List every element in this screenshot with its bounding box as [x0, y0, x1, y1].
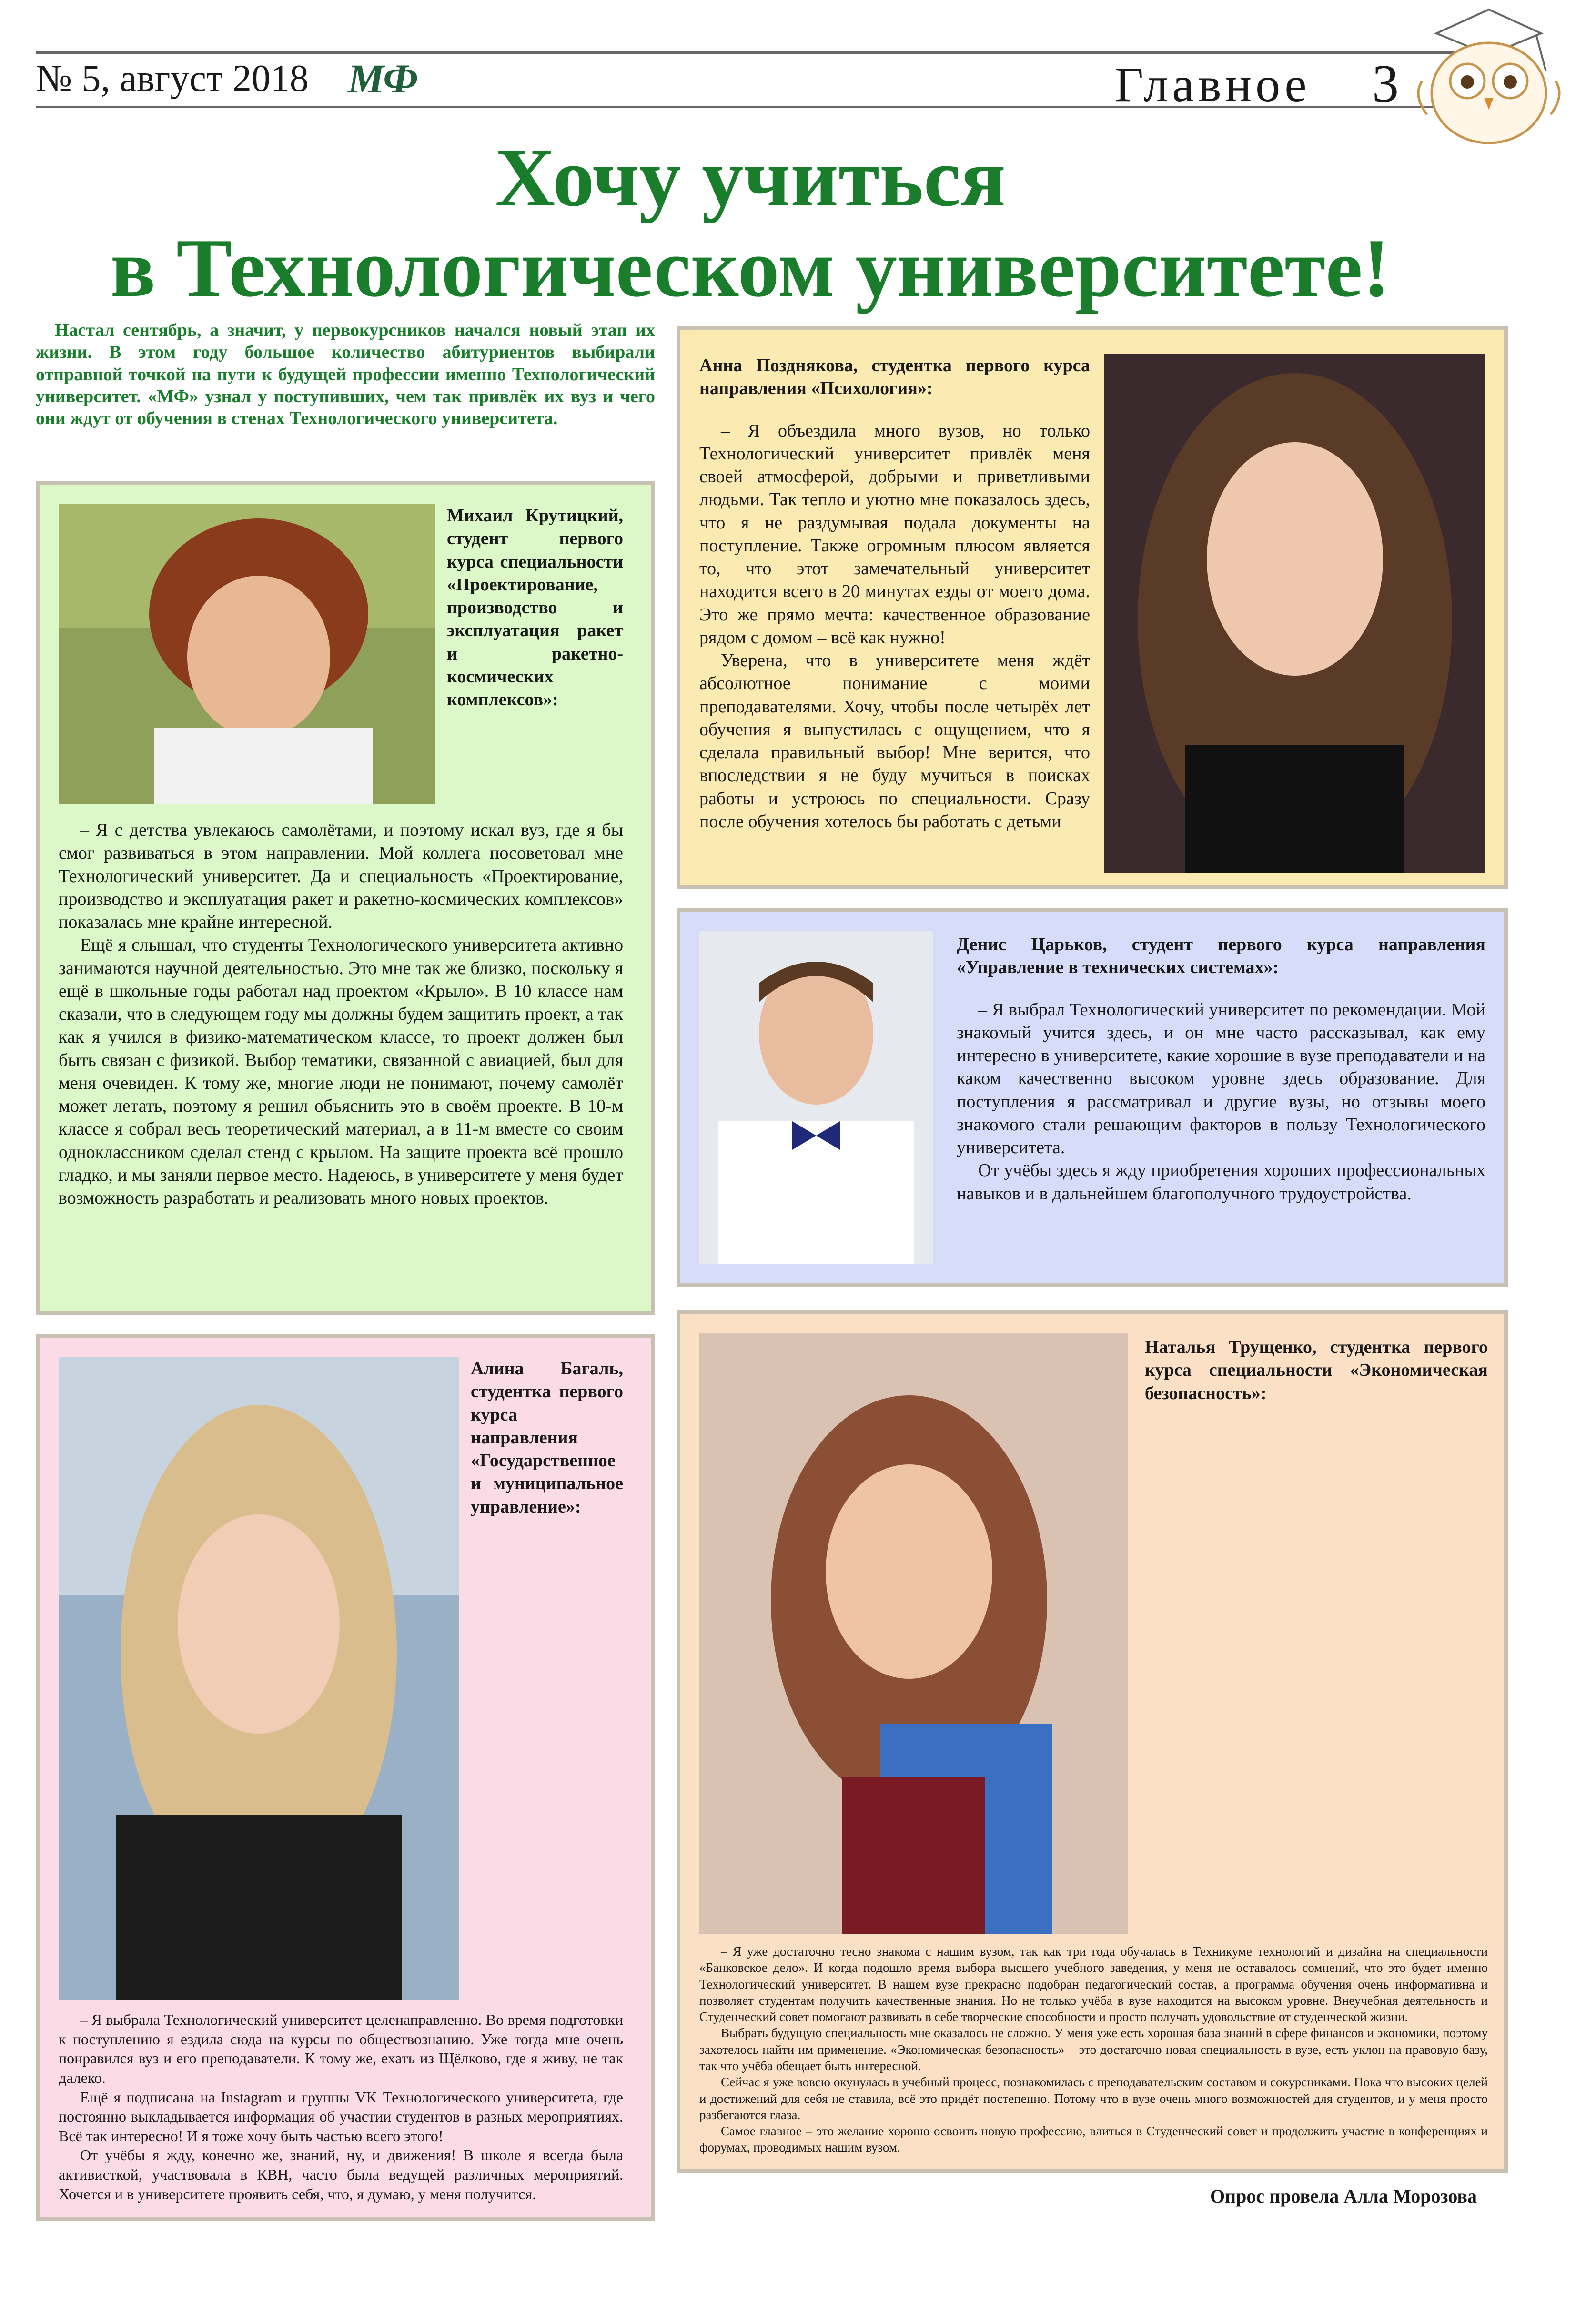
denis-name: Денис Царьков, студент первого курса направления «Управление в технических системах»:: [957, 934, 1485, 978]
photo-denis: [699, 931, 933, 1264]
natalya-paragraph-3: Сейчас я уже вовсю окунулась в учебный процесс, познакомилась с преподавательским составом и сокурсниками. Пока что высоких целей и достижений для себя не ставила, всё это придёт постепенно. Потому что в вузе очень много возможностей для студентов, и у меня просто разбегаются глаза.: [699, 2075, 1488, 2122]
natalya-paragraph-4: Самое главное – это желание хорошо освоить новую профессию, влиться в Студенческий совет и продолжить участие в конференциях и форумах, проводимых нашим вузом.: [699, 2124, 1488, 2155]
denis-paragraph-1: – Я выбрал Технологический университет по рекомендации. Мой знакомый учится здесь, и он мне часто рассказывал, как ему интересно в университете, какие хорошие в вузе преподаватели и на каком качественно высоком уровне здесь образование. Для поступления я рассматривал и другие вузы, но отзывы моего знакомого стали решающим факторов в пользу Технологического университета.: [957, 999, 1485, 1158]
newspaper-logo: МФ: [348, 56, 418, 102]
interview-box-natalya: [677, 1310, 1508, 2173]
section-title: Главное: [1115, 57, 1311, 112]
owl-mascot-icon: [1408, 0, 1567, 148]
natalya-paragraph-1: – Я уже достаточно тесно знакома с нашим вузом, так как три года обучалась в Техникуме технологий и дизайна на специальности «Банковское дело». И когда подошло время выбора высшего учебного заведения, у меня не оставалось сомнений, что это будет именно Технологический университет. В нашем вузе прекрасно подобран педагогический состав, а программа обучения очень информативна и позволяет студентам получить качественные знания. Но не только учёба в вузе находится на высоком уровне. Внеучебная деятельность и Студенческий совет помогают развивать в себе творческие способности и просто получать удовольствие от студенческой жизни.: [699, 1944, 1488, 2024]
mikhail-paragraph-2: Ещё я слышал, что студенты Технологического университета активно занимаются научной деятельностью. Это мне так же близко, поскольку я ещё в школьные годы работал над проектом «Крыло». В 10 классе нам сказали, что в следующем году мы должны будем защитить проект, а так как я учился в физико-математическом классе, то проект должен был быть связан с физикой. Выбор тематики, связанной с авиацией, был для меня очевиден. К тому же, многие люди не понимают, почему самолёт может летать, поэтому я решил объяснить это в своём проекте. В 10-м классе я собрал весь теоретический материал, а в 11-м вместе со своим одноклассником сделал стенд с крылом. На защите проекта всё прошло гладко, и мы заняли первое место. Надеюсь, в университете у меня будет возможность разработать и реализовать много новых проектов.: [59, 935, 623, 1208]
interview-box-denis: [677, 908, 1508, 1287]
interview-box-alina: [36, 1334, 655, 2221]
anna-paragraph-2: Уверена, что в университете меня ждёт абсолютное понимание с моими преподавателями. Хочу, чтобы после четырёх лет обучения я выпустилась с ощущением, что я сделала правильный выбор! Мне верится, что впоследствии я не буду мучиться в поисках работы и устроюсь по специальности. Сразу после обучения хотелось бы работать с детьми: [699, 650, 1090, 832]
alina-name: Алина Багаль, студентка первого курса направления «Государственное и муниципальное управление»:: [471, 1359, 623, 1517]
mikhail-paragraph-1: – Я с детства увлекаюсь самолётами, и поэтому искал вуз, где я бы смог развиваться в этом направлении. Мой коллега посоветовал мне Технологический университет. Да и специальность «Проектирование, производство и эксплуатация ракет и ракетно-космических комплексов» показалась мне крайне интересной.: [59, 820, 623, 932]
natalya-name: Наталья Трущенко, студентка первого курса специальности «Экономическая безопасность»:: [1145, 1337, 1488, 1403]
alina-paragraph-2: Ещё я подписана на Instagram и группы VK Технологического университета, где постоянно выкладывается информация об участии студентов в разных мероприятиях. Всё так интересно! И я тоже хочу быть частью всего этого!: [59, 2088, 623, 2144]
photo-mikhail: [59, 504, 435, 804]
denis-body: [957, 933, 1485, 1205]
alina-body: [59, 2010, 623, 2203]
issue-label: № 5, август 2018: [36, 58, 309, 100]
photo-anna: [1104, 354, 1485, 873]
photo-natalya: [699, 1333, 1128, 1934]
headline-line-1: Хочу учиться: [495, 131, 1006, 223]
mikhail-intro: [447, 504, 623, 711]
natalya-paragraph-2: Выбрать будущую специальность мне оказалось не сложно. У меня уже есть хорошая база знаний в сфере финансов и экономики, поэтому захотелось найти им применение. «Экономическая безопасность» – это достаточно новая специальность в вузе, есть уклон на правовую базу, так что учёба обещает быть интересной.: [699, 2026, 1488, 2073]
photo-alina: [59, 1357, 459, 2000]
denis-paragraph-2: От учёбы здесь я жду приобретения хороших профессиональных навыков и в дальнейшем благополучного трудоустройства.: [957, 1160, 1485, 1204]
interview-box-mikhail: [36, 481, 655, 1315]
anna-paragraph-1: – Я объездила много вузов, но только Технологический университет привлёк меня своей атмосферой, добрыми и приветливыми людьми. Так тепло и уютно мне показалось здесь, что я не раздумывая подала документы на поступление. Также огромным плюсом является то, что этот замечательный университет находится всего в 20 минутах езды от моего дома. Это же прямо мечта: качественное образование рядом с домом – всё как нужно!: [699, 420, 1090, 648]
page-number: 3: [1372, 54, 1399, 113]
byline: Опрос провела Алла Морозова: [1210, 2185, 1477, 2207]
mikhail-body: [59, 819, 623, 1209]
lead-paragraph: Настал сентябрь, а значит, у первокурсников начался новый этап их жизни. В этом году большое количество абитуриентов выбирали отправной точкой на пути к будущей профессии именно Технологический университет. «МФ» узнал у поступивших, чем так привлёк их вуз и чего они ждут от обучения в стенах Технологического университета.: [36, 320, 655, 429]
natalya-body: [699, 1943, 1488, 2156]
interview-box-anna: [677, 326, 1508, 889]
alina-paragraph-3: От учёбы я жду, конечно же, знаний, ну, и движения! В школе я всегда была активисткой, участвовала в КВН, часто была ведущей различных мероприятий. Хочется и в университете проявить себя, что, я думаю, у меня получится.: [59, 2146, 623, 2203]
anna-name: Анна Позднякова, студентка первого курса направления «Психология»:: [699, 355, 1090, 399]
natalya-intro: [1145, 1336, 1488, 1422]
headline-line-2: в Технологическом университете!: [110, 222, 1391, 314]
alina-intro: [471, 1357, 623, 1518]
mikhail-name: Михаил Крутицкий, студент первого курса специальности «Проектирование, производство и эксплуатация ракет и ракетно-космических комплексов»:: [447, 506, 623, 710]
header-top-rule: [36, 51, 1465, 54]
alina-paragraph-1: – Я выбрала Технологический университет целенаправленно. Во время подготовки к поступлению я ездила сюда на курсы по обществознанию. Уже тогда мне очень понравился вуз и его преподаватели. К тому же, ехать из Щёлково, где я живу, не так далеко.: [59, 2011, 623, 2086]
anna-body: [699, 354, 1090, 833]
